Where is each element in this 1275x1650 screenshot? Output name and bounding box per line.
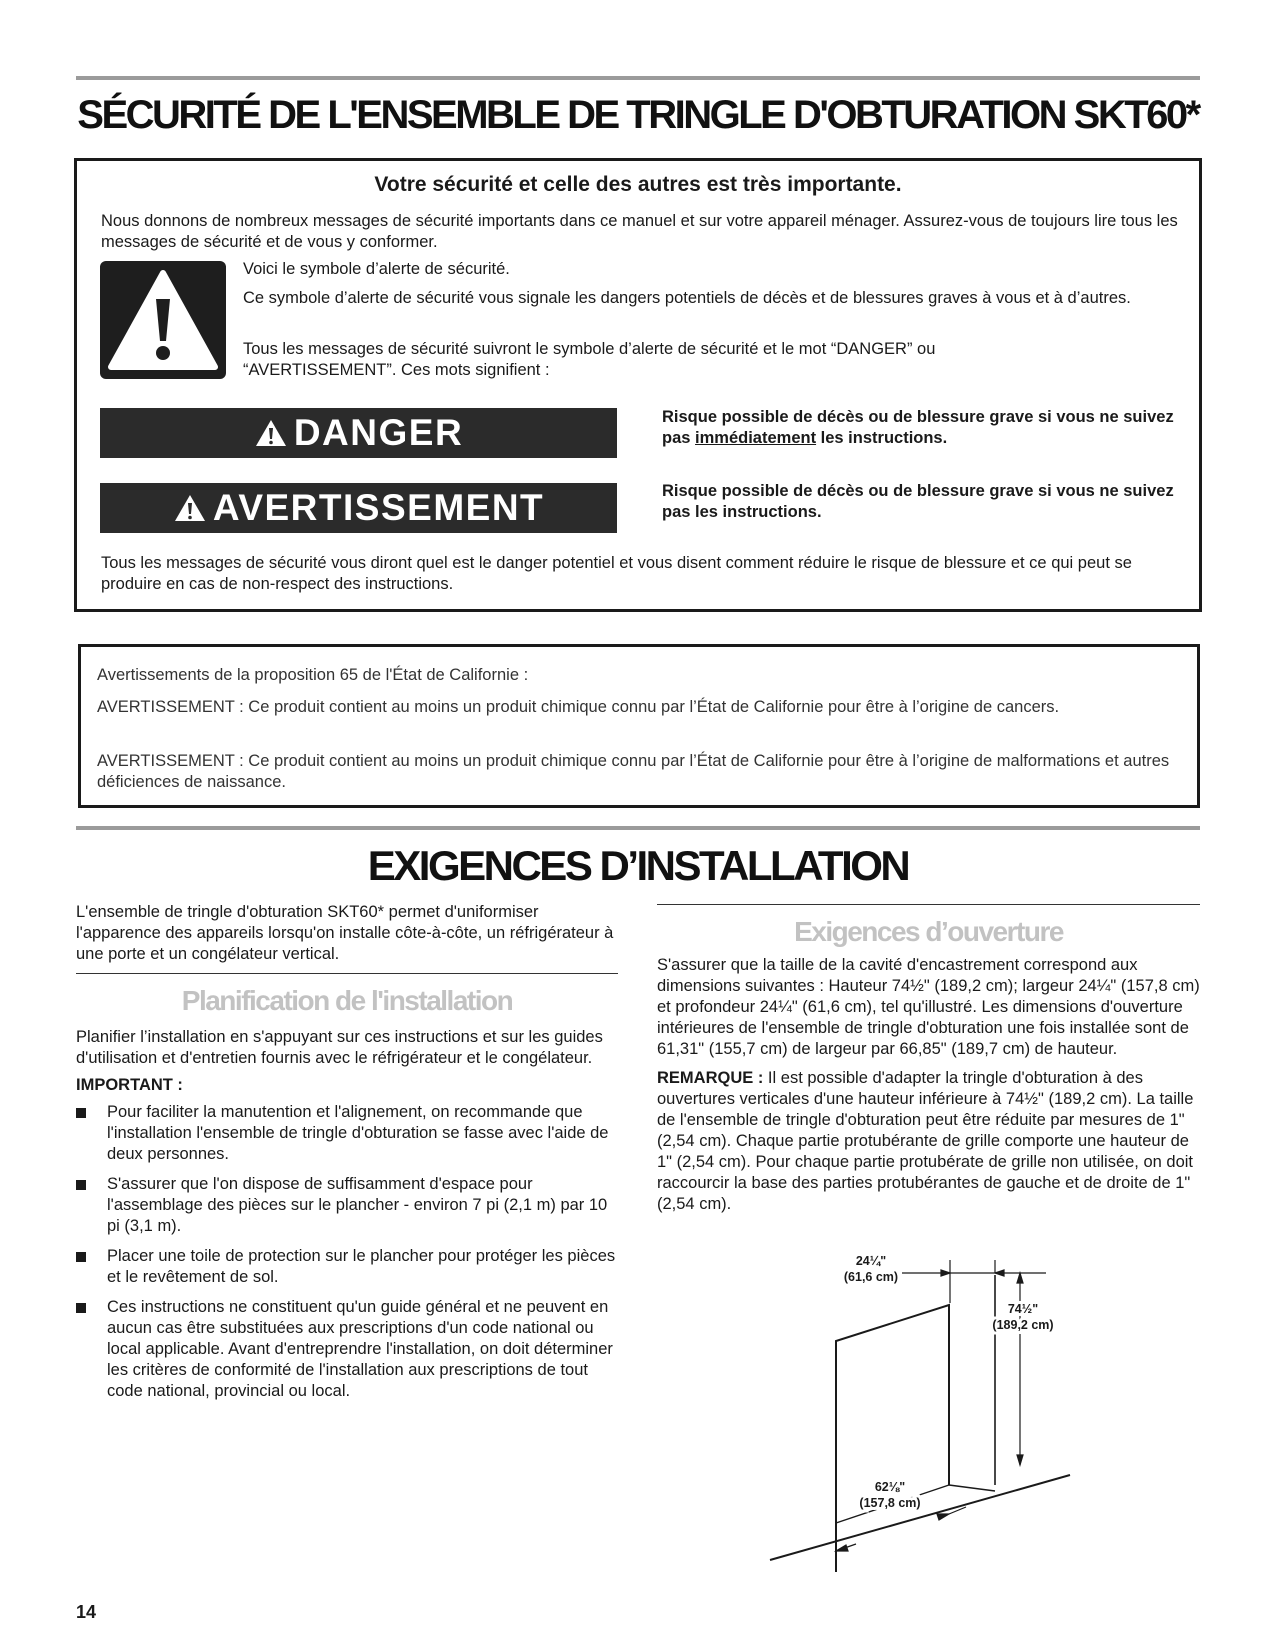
depth-metric: (61,6 cm) (843, 1270, 899, 1284)
important-label: IMPORTANT : (76, 1076, 183, 1094)
height-metric: (189,2 cm) (992, 1318, 1054, 1332)
list-item: Pour faciliter la manutention et l'alignement, on recommande que l'installation l'ensemble de tringle d'obturation se fasse avec l'aide de deux personnes. (76, 1102, 616, 1165)
safety-intro: Nous donnons de nombreux messages de sécurité importants dans ce manuel et sur votre appareil ménager. Assurez-vous de toujours lire tous les messages de sécurité et de vous y conformer. (101, 212, 1178, 251)
note-label: REMARQUE : (657, 1069, 764, 1087)
opening-title: Exigences d’ouverture (794, 916, 1063, 947)
prop65-warning-birth: AVERTISSEMENT : Ce produit contient au moins un produit chimique connu par l’État de Californie pour être à l’origine de malformations et autres déficiences de naissance. (97, 752, 1170, 791)
planning-rule (76, 973, 618, 974)
bullet-icon (76, 1252, 86, 1262)
warning-alert-icon (173, 493, 207, 523)
symbol-desc: Ce symbole d’alerte de sécurité vous signale les dangers potentiels de décès et de blessures graves à vous et à d’autres. (243, 289, 1131, 307)
important-list (76, 1102, 616, 1402)
danger-alert-icon (254, 418, 288, 448)
list-item: S'assurer que l'on dispose de suffisamment d'espace pour l'assemblage des pièces sur le plancher - environ 7 pi (2,1 m) par 10 pi (3,1 m). (76, 1174, 616, 1237)
safety-box (74, 158, 1202, 612)
opening-diagram (760, 1255, 1080, 1575)
safety-title: SÉCURITÉ DE L'ENSEMBLE DE TRINGLE D'OBTURATION SKT60* (77, 93, 1199, 137)
warning-signal (100, 483, 617, 533)
top-rule (76, 76, 1200, 80)
opening-content (657, 955, 1200, 1215)
planning-title: Planification de l'installation (181, 985, 513, 1016)
bullet-icon (76, 1108, 86, 1118)
danger-label: DANGER (293, 412, 464, 453)
opening-rule (657, 904, 1200, 905)
immediately-underlined: immédiatement (695, 429, 817, 447)
installation-intro: L'ensemble de tringle d'obturation SKT60* permet d'uniformiser l'apparence des appareils lorsqu'on installe côte-à-côte, un réfrigérateur à une porte et un congélateur vertical. (76, 903, 614, 963)
safety-alert-icon (100, 261, 226, 379)
planning-content (76, 1027, 616, 1411)
prop65-box (78, 644, 1200, 808)
width-metric: (157,8 cm) (859, 1496, 921, 1510)
left-column (76, 902, 616, 965)
middle-rule (76, 826, 1200, 830)
planning-text: Planifier l’installation en s'appuyant sur ces instructions et sur les guides d'utilisation et d'entretien fournis avec le réfrigérateur et le congélateur. (76, 1028, 603, 1067)
list-item: Ces instructions ne constituent qu'un guide général et ne peuvent en aucun cas être substituées aux prescriptions d'un code national ou local applicable. Avant d'entreprendre l'installation, on doit déterminer les critères de conformité de l'installation aux prescriptions de tout code national, provincial ou local. (76, 1297, 616, 1402)
bullet-icon (76, 1180, 86, 1190)
depth-label: 24¼" (855, 1255, 887, 1268)
safety-heading: Votre sécurité et celle des autres est très importante. (374, 173, 902, 196)
opening-text: S'assurer que la taille de la cavité d'encastrement correspond aux dimensions suivantes : Hauteur 74½" (189,2 cm); largeur 24¼" (157,8 cm) et profondeur 24¼" (61,6 cm), tel qu'illustré. Les dimensions d'ouverture intérieures de l'ensemble de tringle d'obturation une fois installée sont de 61,31" (155,7 cm) de largeur par 66,85" (189,7 cm) de hauteur. (657, 956, 1200, 1058)
safety-footer: Tous les messages de sécurité vous diront quel est le danger potentiel et vous disent comment réduire le risque de blessure et ce qui peut se produire en cas de non-respect des instructions. (101, 554, 1132, 593)
warning-text: Risque possible de décès ou de blessure grave si vous ne suivez pas les instructions. (662, 482, 1174, 521)
prop65-warning-cancer: AVERTISSEMENT : Ce produit contient au moins un produit chimique connu par l’État de Californie pour être à l’origine de cancers. (97, 698, 1060, 716)
height-label: 74½" (1007, 1302, 1039, 1316)
page-number: 14 (76, 1602, 97, 1622)
danger-text: Risque possible de décès ou de blessure grave si vous ne suivez pas immédiatement les instructions. (662, 408, 1174, 447)
list-item: Placer une toile de protection sur le plancher pour protéger les pièces et le revêtement de sol. (76, 1246, 616, 1288)
opening-note: REMARQUE : Il est possible d'adapter la tringle d'obturation à des ouvertures verticales d'une hauteur inférieure à 74½" (189,2 cm). La taille de l'ensemble de tringle d'obturation peut être réduite par mesures de 1" (2,54 cm). Chaque partie protubérante de grille comporte une hauteur de 1" (2,54 cm). Pour chaque partie protubérate de grille non utilisée, on doit raccourcir la base des parties protubérantes de gauche et de droite de 1" (2,54 cm). (657, 1069, 1194, 1213)
warning-label: AVERTISSEMENT (212, 487, 545, 528)
prop65-title: Avertissements de la proposition 65 de l'État de Californie : (97, 666, 529, 684)
bullet-icon (76, 1303, 86, 1313)
words-desc: Tous les messages de sécurité suivront le symbole d’alerte de sécurité et le mot “DANGER” ou “AVERTISSEMENT”. Ces mots signifient : (243, 340, 936, 379)
symbol-line: Voici le symbole d’alerte de sécurité. (243, 260, 510, 278)
width-label: 62⅛" (874, 1480, 906, 1494)
installation-title: EXIGENCES D’INSTALLATION (367, 842, 909, 889)
danger-signal (100, 408, 617, 458)
